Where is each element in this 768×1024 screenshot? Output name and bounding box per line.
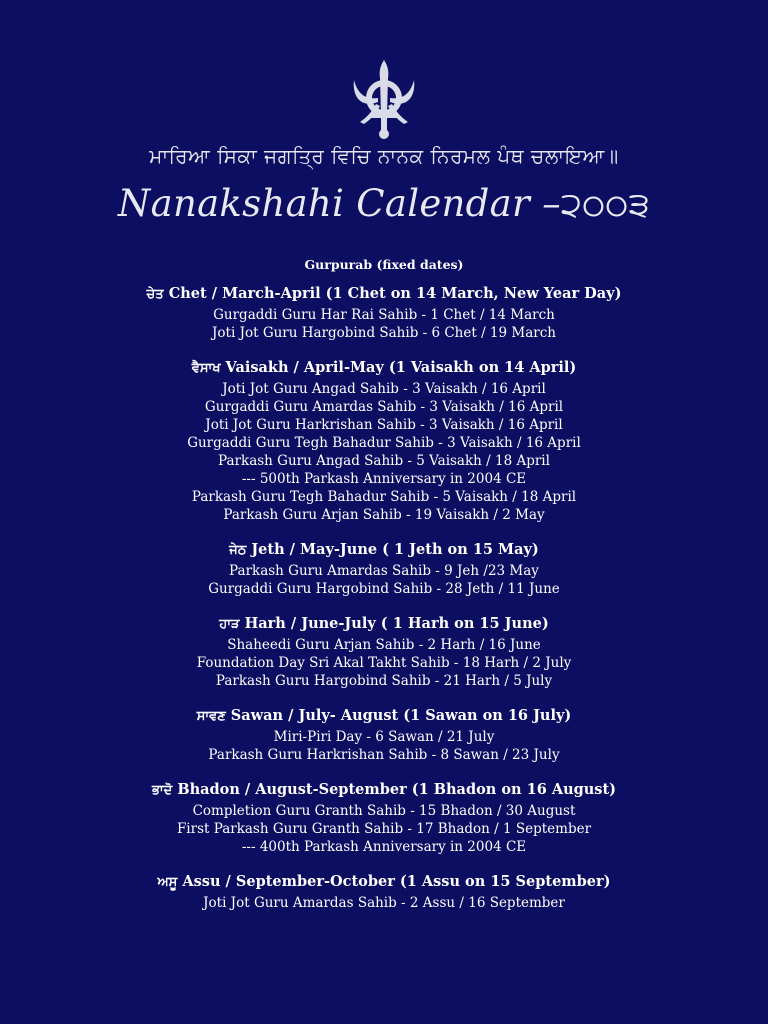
month-title: Bhadon / August-September (1 Bhadon on 16 August)	[177, 781, 617, 798]
list-item: Gurgaddi Guru Har Rai Sahib - 1 Chet / 14 March	[213, 307, 555, 323]
month-title: Sawan / July- August (1 Sawan on 16 July)	[230, 707, 572, 724]
month-bhadon	[0, 780, 768, 856]
month-heading	[0, 284, 768, 305]
month-punjabi: ਜੇਠ	[229, 543, 247, 558]
month-punjabi: ਭਾਦੋ	[151, 783, 173, 798]
list-item: Foundation Day Sri Akal Takht Sahib - 18 Harh / 2 July	[196, 655, 572, 671]
month-sawan	[0, 706, 768, 764]
list-item: Joti Jot Guru Angad Sahib - 3 Vaisakh / 16 April	[222, 381, 546, 397]
list-item: Completion Guru Granth Sahib - 15 Bhadon / 30 August	[192, 803, 576, 819]
list-item: Joti Jot Guru Harkrishan Sahib - 3 Vaisakh / 16 April	[205, 417, 563, 433]
list-item: Gurgaddi Guru Amardas Sahib - 3 Vaisakh / 16 April	[204, 399, 564, 415]
month-title: Harh / June-July ( 1 Harh on 15 June)	[244, 615, 549, 632]
month-heading	[0, 614, 768, 635]
title-text: Nanakshahi Calendar –	[117, 182, 561, 225]
list-item: Joti Jot Guru Amardas Sahib - 2 Assu / 16 September	[203, 895, 565, 911]
month-title: Assu / September-October (1 Assu on 15 September)	[182, 873, 611, 890]
month-punjabi: ਸਾਵਣ	[196, 709, 226, 724]
month-jeth	[0, 540, 768, 598]
month-vaisakh	[0, 358, 768, 524]
month-heading	[0, 872, 768, 893]
list-item: Miri-Piri Day - 6 Sawan / 21 July	[273, 729, 495, 745]
list-item: Parkash Guru Tegh Bahadur Sahib - 5 Vaisakh / 18 April	[191, 489, 577, 505]
title-year: ੨੦੦੩	[560, 185, 651, 225]
month-title: Jeth / May-June ( 1 Jeth on 15 May)	[251, 541, 539, 558]
month-punjabi: ਹਾੜ	[219, 617, 240, 632]
list-item: Parkash Guru Arjan Sahib - 19 Vaisakh / 2 May	[223, 507, 545, 523]
list-item: Gurgaddi Guru Tegh Bahadur Sahib - 3 Vaisakh / 16 April	[187, 435, 581, 451]
list-item: Gurgaddi Guru Hargobind Sahib - 28 Jeth / 11 June	[208, 581, 560, 597]
khanda-icon	[348, 58, 420, 142]
list-item: --- 500th Parkash Anniversary in 2004 CE	[241, 471, 527, 487]
month-punjabi: ਵੈਸਾਖ	[191, 361, 221, 376]
list-item: Parkash Guru Hargobind Sahib - 21 Harh / 5 July	[215, 673, 553, 689]
month-title: Vaisakh / April-May (1 Vaisakh on 14 April)	[225, 359, 577, 376]
list-item: Shaheedi Guru Arjan Sahib - 2 Harh / 16 June	[227, 637, 541, 653]
month-punjabi: ਚੇਤ	[146, 287, 164, 302]
month-heading	[0, 358, 768, 379]
page-title	[0, 182, 768, 225]
month-heading	[0, 780, 768, 801]
list-item: Parkash Guru Amardas Sahib - 9 Jeh /23 May	[229, 563, 539, 579]
list-item: Parkash Guru Harkrishan Sahib - 8 Sawan / 23 July	[208, 747, 560, 763]
month-punjabi: ਅਸੂ	[157, 875, 178, 890]
list-item: Parkash Guru Angad Sahib - 5 Vaisakh / 18 April	[218, 453, 550, 469]
month-harh	[0, 614, 768, 690]
month-assu	[0, 872, 768, 912]
month-title: Chet / March-April (1 Chet on 14 March, New Year Day)	[168, 285, 622, 302]
list-item: First Parkash Guru Granth Sahib - 17 Bhadon / 1 September	[176, 821, 592, 837]
month-heading	[0, 706, 768, 727]
list-item: --- 400th Parkash Anniversary in 2004 CE	[241, 839, 527, 855]
month-chet	[0, 284, 768, 342]
month-heading	[0, 540, 768, 561]
list-item: Joti Jot Guru Hargobind Sahib - 6 Chet / 19 March	[212, 325, 556, 341]
section-subtitle: Gurpurab (fixed dates)	[304, 257, 464, 272]
gurbani-line: ਮਾਰਿਆ ਸਿਕਾ ਜਗਤ੍ਰਿ ਵਿਚਿ ਨਾਨਕ ਨਿਰਮਲ ਪੰਥ ਚਲਾਇਆ॥	[149, 144, 619, 168]
gurpurab-list	[0, 256, 768, 928]
